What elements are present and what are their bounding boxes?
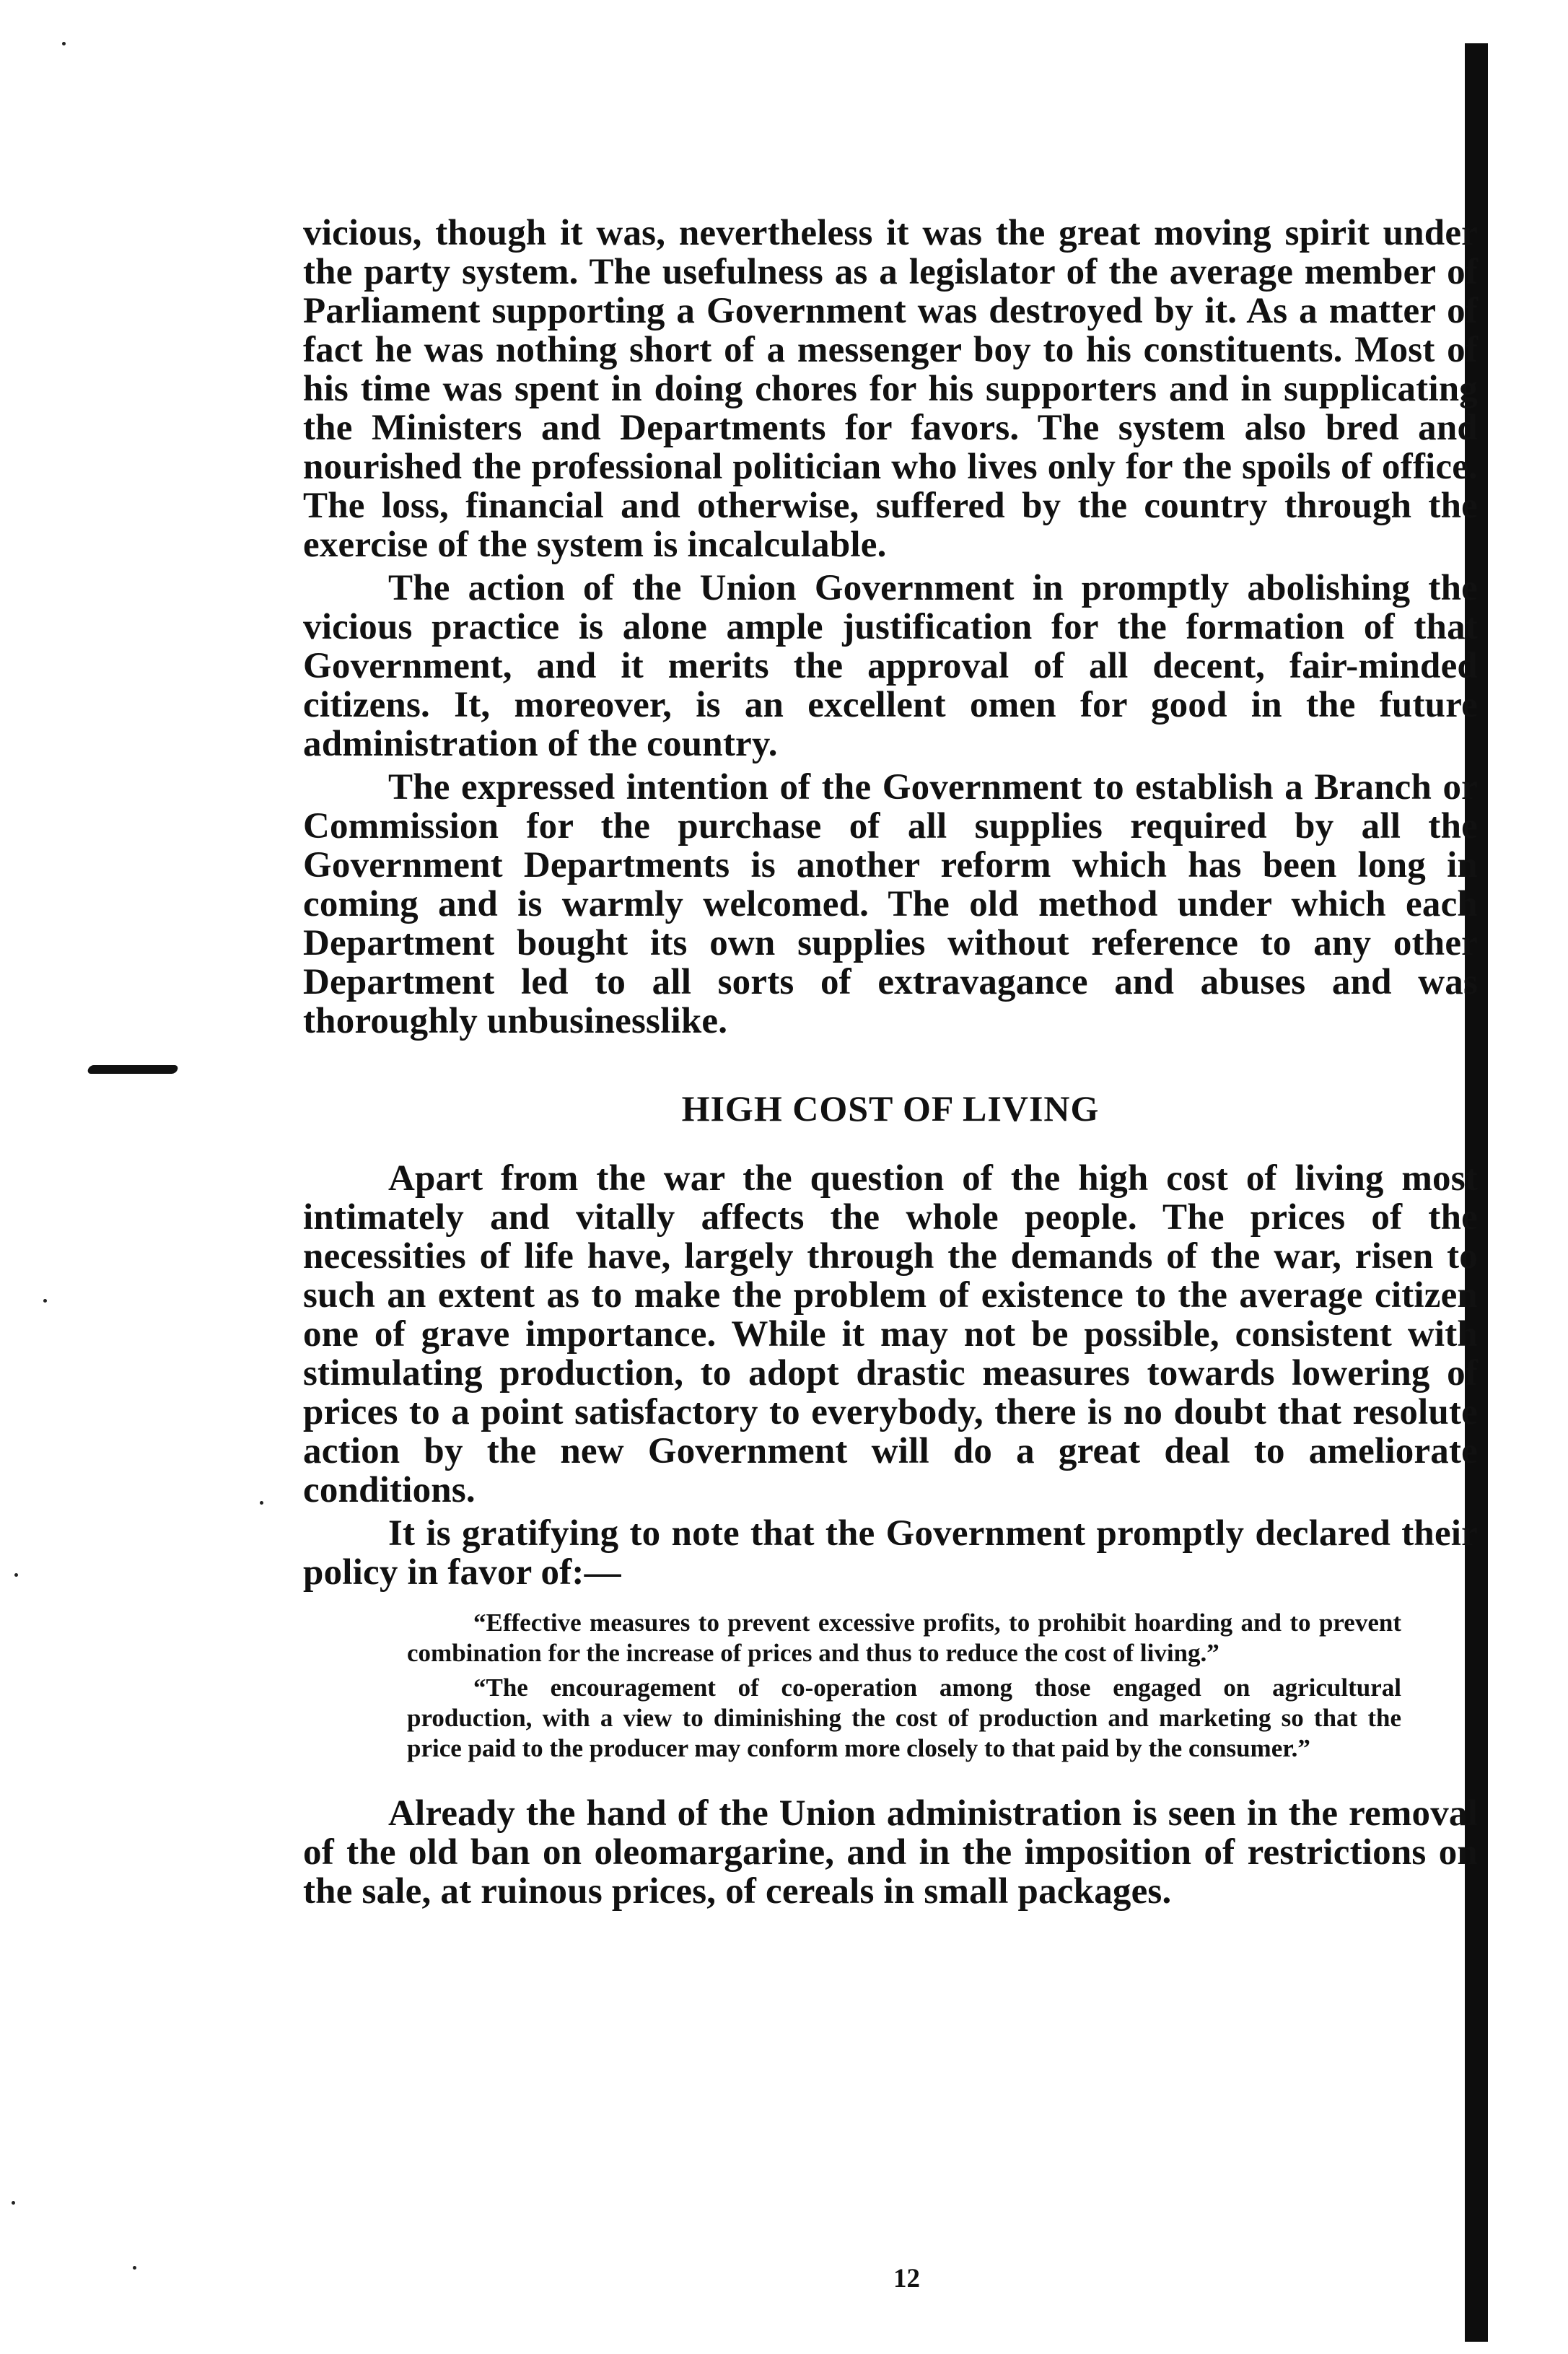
scan-speck [12, 2201, 15, 2205]
scan-speck [62, 42, 66, 45]
scan-speck [133, 2266, 136, 2270]
body-paragraph: It is gratifying to note that the Government promptly declared their policy in favor of:— [303, 1513, 1478, 1593]
body-paragraph: The action of the Union Government in promptly abolishing the vicious practice is alone ample justification for the formation of that Government, and it merits the approval of all decent, fair-minded citizens. It, moreover, is an excellent omen for good in the future administration of the country. [303, 568, 1478, 764]
body-paragraph: Apart from the war the question of the high cost of living most intimately and vitally affects the whole people. The prices of the necessities of life have, largely through the demands of the war, risen to such an extent as to make the problem of existence to the average citizen one of grave importance. While it may not be possible, consistent with stimulating production, to adopt drastic measures towards lowering of prices to a point satisfactory to everybody, there is no doubt that resolute action by the new Government will do a great deal to ameliorate conditions. [303, 1158, 1478, 1510]
margin-mark [87, 1065, 179, 1074]
scan-speck [14, 1573, 18, 1577]
body-paragraph: Already the hand of the Union administration is seen in the removal of the old ban on oleomargarine, and in the imposition of restrictions on the sale, at ruinous prices, of cereals in small packages. [303, 1793, 1478, 1912]
block-quote: “The encouragement of co-operation among those engaged on agricultural production, with a view to diminishing the cost of production and marketing so that the price paid to the producer may conform more closely to that paid by the consumer.” [407, 1673, 1401, 1762]
scan-speck [43, 1299, 47, 1303]
scan-speck [260, 1501, 263, 1505]
page-number: 12 [893, 2264, 920, 2293]
section-heading: HIGH COST OF LIVING [681, 1088, 1100, 1129]
page-body [303, 214, 1478, 1915]
block-quote: “Effective measures to prevent excessive profits, to prohibit hoarding and to prevent combination for the increase of prices and thus to reduce the cost of living.” [407, 1609, 1401, 1667]
body-paragraph: vicious, though it was, nevertheless it was the great moving spirit under the party system. The usefulness as a legislator of the average member of Parliament supporting a Government was destroyed by it. As a matter of fact he was nothing short of a messenger boy to his constituents. Most of his time was spent in doing chores for his supporters and in supplicating the Ministers and Departments for favors. The system also bred and nourished the professional politician who lives only for the spoils of office. The loss, financial and otherwise, suffered by the country through the exercise of the system is incalculable. [303, 213, 1478, 565]
body-paragraph: The expressed intention of the Government to establish a Branch or Commission for the purchase of all supplies required by all the Government Departments is another reform which has been long in coming and is warmly welcomed. The old method under which each Department bought its own supplies without reference to any other Department led to all sorts of extravagance and abuses and was thoroughly unbusinesslike. [303, 767, 1478, 1041]
